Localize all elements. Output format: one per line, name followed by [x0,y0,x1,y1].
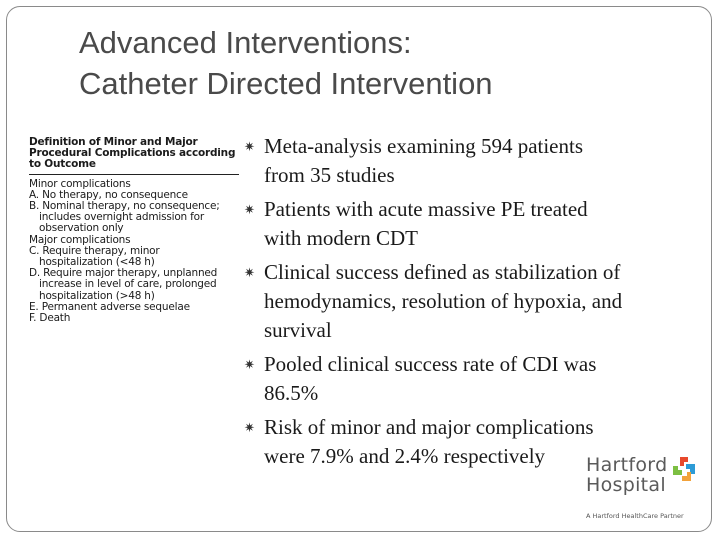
table-rule [29,174,239,175]
bullet-line: were 7.9% and 2.4% respectively [264,444,546,468]
bullet-text [264,132,684,190]
bullet-line: survival [264,318,332,342]
bullet-line: Clinical success defined as stabilization of [264,260,621,284]
table-line: hospitalization (<48 h) [39,256,155,269]
bullet-text [264,350,684,408]
table-line: E. Permanent adverse sequelae [29,300,190,313]
bullet-line: with modern CDT [264,226,418,250]
bullet-marker-icon: ✷ [244,139,255,154]
table-line: increase in level of care, prolonged [39,278,217,291]
bullet-line: Pooled clinical success rate of CDI was [264,352,597,376]
bullet-item [244,350,684,408]
table-line: includes overnight admission for [39,211,204,224]
bullet-line: Risk of minor and major complications [264,415,594,439]
table-heading-line: Procedural Complications according [29,147,236,160]
table-line: Minor complications [29,177,131,190]
table-line: hospitalization (>48 h) [39,289,155,302]
table-heading-line: to Outcome [29,158,96,171]
table-heading-line: Definition of Minor and Major [29,136,198,148]
logo-tagline: A Hartford HealthCare Partner [586,512,684,520]
bullet-marker-icon: ✷ [244,357,255,372]
slide-title [79,22,493,104]
title-line-2: Catheter Directed Intervention [79,66,493,101]
bullet-line: from 35 studies [264,163,395,187]
complications-definition-table [29,137,243,324]
table-heading [29,137,243,171]
table-line: B. Nominal therapy, no consequence; [29,200,220,213]
bullet-line: 86.5% [264,381,319,405]
table-line: D. Require major therapy, unplanned [29,267,218,280]
table-line: observation only [39,222,124,235]
table-line: Major complications [29,233,131,246]
bullet-item [244,258,684,345]
logo-word-hospital: Hospital [586,474,666,496]
bullet-item [244,195,684,253]
bullet-line: Patients with acute massive PE treated [264,197,588,221]
bullet-marker-icon: ✷ [244,265,255,280]
table-body [29,179,243,325]
table-line: C. Require therapy, minor [29,244,160,257]
bullet-line: Meta-analysis examining 594 patients [264,134,584,158]
title-line-1: Advanced Interventions: [79,25,412,60]
logo-mark-icon [670,454,700,484]
bullet-list [244,132,684,476]
logo-word-hartford: Hartford [586,454,668,476]
bullet-text [264,195,684,253]
bullet-marker-icon: ✷ [244,420,255,435]
bullet-text [264,258,684,345]
table-line: F. Death [29,312,71,325]
hartford-hospital-logo [586,454,706,526]
bullet-line: hemodynamics, resolution of hypoxia, and [264,289,623,313]
bullet-marker-icon: ✷ [244,202,255,217]
table-line: A. No therapy, no consequence [29,188,188,201]
bullet-item [244,132,684,190]
